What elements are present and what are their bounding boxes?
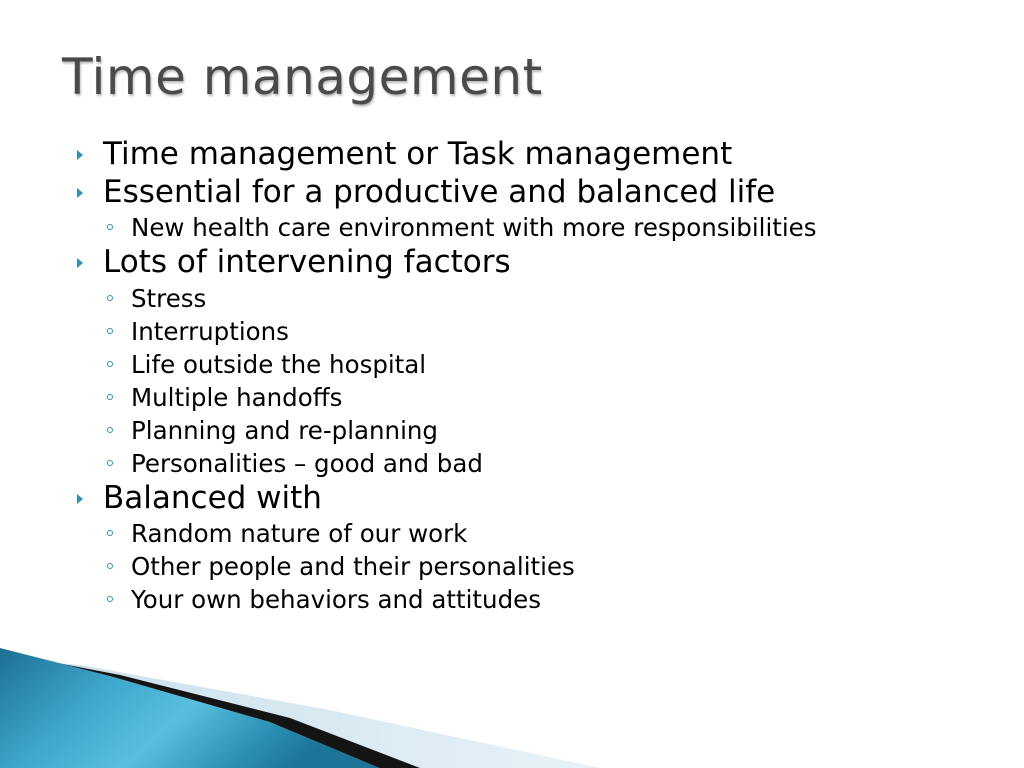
sub-bullet-text: Interruptions [131, 316, 289, 346]
blue-wedge [0, 648, 380, 768]
sub-bullet-text: Life outside the hospital [131, 349, 427, 379]
bullet-text: Lots of intervening factors [103, 244, 511, 280]
sub-bullet-text: Random nature of our work [131, 519, 468, 548]
sub-bullet-text: New health care environment with more responsibilities [131, 213, 817, 242]
sub-bullet-text: Your own behaviors and attitudes [131, 585, 541, 614]
sub-bullet-text: Stress [131, 283, 207, 313]
sub-bullet-text: Personalities – good and bad [131, 448, 483, 478]
bullet-text: Balanced with [103, 479, 322, 516]
slide-title: Time management [62, 48, 543, 106]
bullet-text: Time management or Task management [103, 136, 733, 172]
bullet-text: Essential for a productive and balanced life [103, 173, 776, 210]
sub-bullet-text: Other people and their personalities [131, 552, 575, 581]
sub-bullet-text: Planning and re-planning [131, 415, 438, 445]
sub-bullet-text: Multiple handoffs [131, 382, 343, 412]
